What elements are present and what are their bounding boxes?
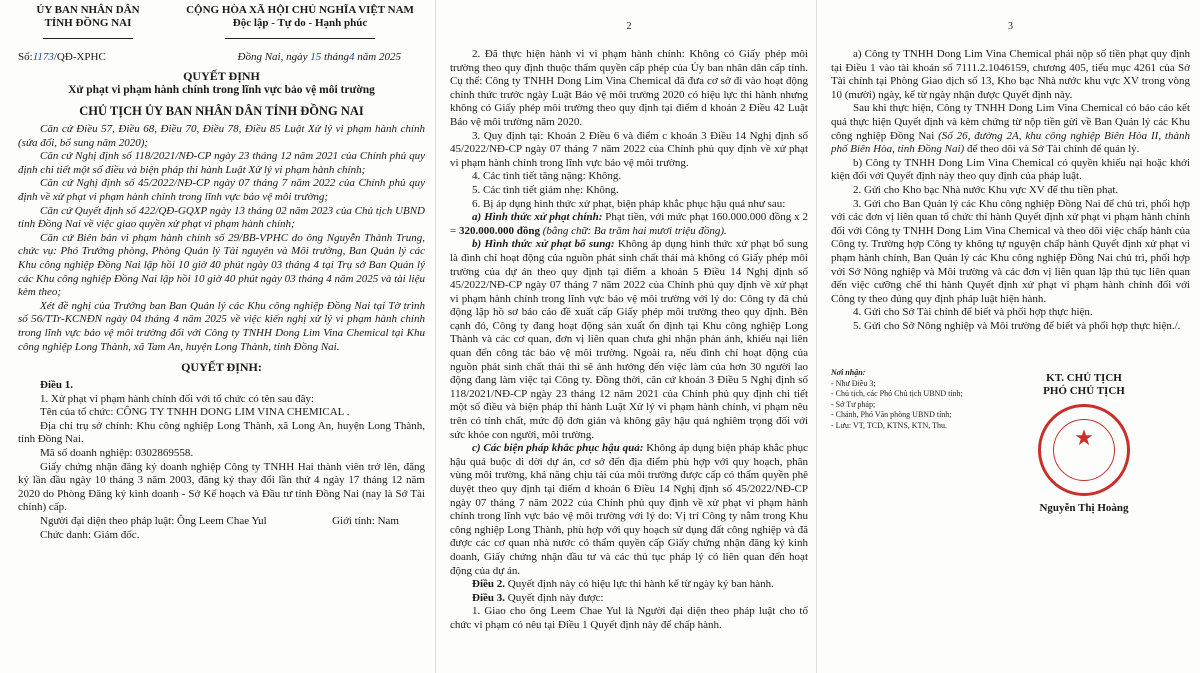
legal-basis: Căn cứ Nghị định số 45/2022/NĐ-CP ngày 07 tháng 7 năm 2022 của Chính phủ quy định về xử phạt vi phạm hành chính trong lĩnh vực bảo vệ môi trường; xyxy=(18,177,425,203)
date-day: 15 xyxy=(310,51,322,63)
recipients xyxy=(831,368,991,431)
number-suffix: /QĐ-XPHC xyxy=(53,51,106,63)
additional-penalty-label: b) Hình thức xử phạt bổ sung: xyxy=(472,238,615,251)
date-year: năm 2025 xyxy=(357,51,401,63)
seal-star-icon: ★ xyxy=(1074,425,1094,450)
article-1-line: 1. Xử phạt vi phạm hành chính đối với tổ chức có tên sau đây: xyxy=(40,392,315,405)
remedial-measures-label: c) Các biện pháp khắc phục hậu quả: xyxy=(472,442,644,455)
main-penalty-text: Phạt tiền, với mức phạt 160.000.000 đồng x 2 = xyxy=(450,211,808,237)
issue-date xyxy=(238,51,426,63)
org-name: Tên của tổ chức: CÔNG TY TNHH DONG LIM VINA CHEMICAL . xyxy=(40,406,350,419)
official-seal-icon xyxy=(1038,404,1130,496)
agency-line-1: ỦY BAN NHÂN DÂN xyxy=(36,4,140,16)
remedial-measures-text: Không áp dụng biện pháp khắc phục hậu quả buộc di dời dự án, cơ sở đến địa điểm phù hợp với quy hoạch, phân vùng môi trường, khả năng chịu tải của môi trường được cấp có thẩm quyền phê duyệt theo quy định tại điểm d khoản 6 Điều 14 Nghị định số 45/2022/NĐ-CP ngày 07 tháng 7 năm 2022 của Chính phủ quy định về xử phạt vi phạm hành chính trong lĩnh vực bảo vệ môi trường với lý do: Vị trí Công ty nằm trong Khu công nghiệp Long Thành, phù hợp với quy hoạch sử dụng đất công nghiệp và đã được các cơ quan nhà nước có thẩm quyền cấp Giấy chứng nhận đăng ký kinh doanh, Giấy chứng nhận đầu tư và các thủ tục pháp lý có liên quan đến hoạt động của dự án. xyxy=(450,442,809,577)
recipient: - Chánh, Phó Văn phòng UBND tỉnh; xyxy=(831,410,952,419)
article-3 xyxy=(450,592,808,606)
page-number: 3 xyxy=(1008,21,1013,32)
fine-amount: 320.000.000 đồng xyxy=(458,224,540,237)
legal-basis: Xét đề nghị của Trưởng ban Ban Quản lý các Khu công nghiệp Đồng Nai tại Tờ trình số 56/TTr-KCNĐN ngày 04 tháng 4 năm 2025 về việc kiến nghị xử lý vi phạm hành chính trong lĩnh vực bảo vệ môi trường đối với Công ty TNHH Dong Lim Vina Chemical tại Khu công nghiệp Long Thành, xã Tam An, huyện Long Thành, tỉnh Đồng Nai. xyxy=(18,299,425,353)
legal-provision: 3. Quy định tại: Khoản 2 Điều 6 và điểm c khoản 3 Điều 14 Nghị định số 45/2022/NĐ-CP ngày 07 tháng 7 năm 2022 của Chính phủ quy định về xử phạt vi phạm hành chính trong lĩnh vực bảo vệ môi trường. xyxy=(450,129,808,169)
number-handwritten: 1173 xyxy=(32,51,54,63)
legal-basis: Căn cứ Nghị định số 118/2021/NĐ-CP ngày 23 tháng 12 năm 2021 của Chính phủ quy định chi tiết một số điều và biện pháp thi hành Luật Xử lý vi phạm hành chính; xyxy=(18,150,425,176)
article-2 xyxy=(450,578,808,592)
article-2-label: Điều 2. xyxy=(472,578,505,591)
motto: Độc lập - Tự do - Hạnh phúc xyxy=(232,17,368,29)
legal-basis: Căn cứ Biên bản vi phạm hành chính số 29/BB-VPHC do ông Nguyễn Thành Trung, chức vụ: Phó Trưởng phòng, Phòng Quản lý Tài nguyên và Môi trường, Ban Quản lý các Khu công nghiệp Đồng Nai lập hồi 10 giờ 40 phút ngày 03 tháng 4 tại Trụ sở Ban Quản lý các Khu công nghiệp Đồng Nai lập hồi 10 giờ 40 phút ngày 03 tháng 4 năm 2025 và tài liệu kèm theo; xyxy=(18,231,425,299)
issuing-agency xyxy=(18,4,158,43)
decision-heading: QUYẾT ĐỊNH: xyxy=(181,360,262,375)
penalty-intro: 6. Bị áp dụng hình thức xử phạt, biện pháp khắc phục hậu quả như sau: xyxy=(472,197,786,210)
report-tail: để theo dõi và Sở Tài chính để quản lý. xyxy=(966,143,1140,156)
date-month: 4 xyxy=(349,51,355,63)
report-instruction xyxy=(831,102,1190,156)
date-prefix: Đồng Nai, ngày xyxy=(237,51,308,63)
article-3-item-5: 5. Gửi cho Sở Nông nghiệp và Môi trường để biết và phối hợp thực hiện./. xyxy=(853,319,1181,332)
additional-penalty-text: Không áp dụng hình thức xử phạt bổ sung là đình chỉ hoạt động của nguồn phát sinh chất thải mà không có Giấy phép môi trường của dự án theo quy định tại điểm a khoản 5 Điều 14 Nghị định số 45/2022/NĐ-CP ngày 07 tháng 7 năm 2022 của Chính phủ quy định về xử phạt vi phạm hành chính trong lĩnh vực bảo vệ môi trường với lý do: Công ty đã chủ động lập hồ sơ báo cáo đề xuất cấp Giấy phép môi trường theo quy định. Bên cạnh đó, Công ty đang hoạt động sản xuất ổn định tại Khu công nghiệp Long Thành và các cơ quan, đơn vị liên quan chưa ghi nhận phản ánh, khiếu nại liên quan đến công tác bảo vệ môi trường. Ngoài ra, nếu đình chỉ hoạt động của nguồn phát sinh chất thải thì sẽ ảnh hưởng đến việc làm của hơn 30 người lao động đang làm việc tại Công ty. Đồng thời, căn cứ khoản 3 Điều 5 Nghị định số 118/2021/NĐ-CP ngày 23 tháng 12 năm 2021 của Chính phủ quy định chi tiết một số điều và biện pháp thi hành Luật Xử lý vi phạm hành chính, vi phạm nêu trên có tính chất, mức độ đơn giản và không gây hậu quả nghiêm trọng đối với sức khỏe con người, môi trường. xyxy=(450,238,808,441)
payment-instruction: a) Công ty TNHH Dong Lim Vina Chemical phải nộp số tiền phạt quy định tại Điều 1 vào tài khoản số 7111.2.1046159, chương 405, tiểu mục 4261 của Sở Tài chính tại Phòng Giao dịch số 13, Kho bạc Nhà nước khu vực XV trong vòng 10 (mười) ngày, kể từ ngày nhận được Quyết định này. xyxy=(831,48,1190,101)
violation-description: 2. Đã thực hiện hành vi vi phạm hành chính: Không có Giấy phép môi trường theo quy định thuộc thẩm quyền cấp phép của Ủy ban nhân dân cấp tỉnh. Cụ thể: Công ty TNHH Dong Lim Vina Chemical đã đưa cơ sở đi vào hoạt động chính thức trước ngày Luật Bảo vệ môi trường 2020 có hiệu lực thi hành nhưng không có Giấy phép môi trường theo quy định tại điểm d khoản 2 Điều 42 Luật Bảo vệ môi trường năm 2020. xyxy=(450,48,808,128)
business-registration: Giấy chứng nhận đăng ký doanh nghiệp Công ty TNHH Hai thành viên trở lên, đăng ký lần đầu ngày 10 tháng 3 năm 2003, đăng ký thay đổi lần thứ 4 ngày 17 tháng 12 năm 2020 do Phòng Đăng ký kinh doanh - Sở Kế hoạch và Đầu tư tỉnh Đồng Nai (nay là Sở Tài chính) cấp. xyxy=(18,460,425,514)
date-month-label: tháng xyxy=(323,51,350,63)
article-3-label: Điều 3. xyxy=(472,591,505,604)
article-3-item-2: 2. Gửi cho Kho bạc Nhà nước Khu vực XV để thu tiền phạt. xyxy=(853,183,1119,196)
document-number xyxy=(18,51,106,63)
article-2-text: Quyết định này có hiệu lực thi hành kể từ ngày ký ban hành. xyxy=(507,578,774,591)
recipient: - Sở Tư pháp; xyxy=(831,399,876,409)
authority-heading: CHỦ TỊCH ỦY BAN NHÂN DÂN TỈNH ĐỒNG NAI xyxy=(79,104,364,118)
number-date-row xyxy=(18,51,425,63)
sign-kt: KT. CHỦ TỊCH xyxy=(1046,372,1122,384)
recipient: - Chủ tịch, các Phó Chủ tịch UBND tỉnh; xyxy=(831,389,963,398)
page-3 xyxy=(817,0,1200,673)
page-number: 2 xyxy=(626,21,632,32)
fine-in-words: (bằng chữ: Ba trăm hai mươi triệu đồng). xyxy=(542,224,727,237)
national-heading xyxy=(175,4,425,43)
org-address: Địa chỉ trụ sở chính: Khu công nghiệp Long Thành, xã Long An, huyện Long Thành, tỉnh Đồng Nai. xyxy=(18,419,425,446)
article-3-text: Quyết định này được: xyxy=(507,591,604,604)
business-code: Mã số doanh nghiệp: 0302869558. xyxy=(40,447,194,460)
page-2 xyxy=(436,0,817,673)
recipients-title: Nơi nhận: xyxy=(831,368,866,377)
appeal-right: b) Công ty TNHH Dong Lim Vina Chemical có quyền khiếu nại hoặc khởi kiện đối với Quyết định này theo quy định của pháp luật. xyxy=(831,156,1190,183)
position: Chức danh: Giám đốc. xyxy=(40,528,140,541)
main-penalty-label: a) Hình thức xử phạt chính: xyxy=(472,211,603,224)
signer-name: Nguyễn Thị Hoàng xyxy=(1039,502,1129,514)
doc-title: QUYẾT ĐỊNH xyxy=(183,69,260,83)
representative-row xyxy=(18,515,425,529)
sign-title: PHÓ CHỦ TỊCH xyxy=(1043,385,1125,397)
page-1 xyxy=(0,0,436,673)
legal-basis: Căn cứ Quyết định số 422/QĐ-GQXP ngày 13 tháng 02 năm 2023 của Chủ tịch UBND tỉnh Đồng Nai về việc giao quyền xử phạt vi phạm hành chính; xyxy=(18,204,425,231)
article-3-item-3: 3. Gửi cho Ban Quản lý các Khu công nghiệp Đồng Nai để chủ trì, phối hợp với các đơn vị liên quan tổ chức thi hành Quyết định xử phạt vi phạm hành chính đối với Công ty TNHH Dong Lim Vina Chemical và theo dõi việc chấp hành của Công ty. Trường hợp Công ty không tự nguyện chấp hành Quyết định xử phạt vi phạm hành chính, Ban Quản lý các Khu công nghiệp Đồng Nai chủ trì, phối hợp với Sở Nông nghiệp và Môi trường và các đơn vị liên quan lập thủ tục liên quan đến việc cưỡng chế thi hành Quyết định xử phạt vi phạm hành chính đối với Công ty theo đúng quy định pháp luật hiện hành. xyxy=(831,197,1190,305)
aggravating-circumstances: 4. Các tình tiết tăng nặng: Không. xyxy=(472,170,622,183)
gender: Giới tính: Nam xyxy=(332,515,399,528)
article-3-item-4: 4. Gửi cho Sở Tài chính để biết và phối hợp thực hiện. xyxy=(853,306,1093,319)
additional-penalty xyxy=(450,238,808,442)
header xyxy=(18,4,425,43)
remedial-measures xyxy=(450,442,808,578)
recipient: - Như Điều 3; xyxy=(831,378,876,388)
article-3-item-1: 1. Giao cho ông Leem Chae Yul là Người đại diện theo pháp luật cho tổ chức vi phạm có nêu tại Điều 1 Quyết định này để chấp hành. xyxy=(450,605,808,631)
article-1-heading: Điều 1. xyxy=(40,379,73,392)
report-address: (Số 26, đường 2A, khu công nghiệp Biên Hòa II, thành phố Biên Hòa, tỉnh Đồng Nai) xyxy=(831,129,1190,156)
doc-subtitle: Xử phạt vi phạm hành chính trong lĩnh vực bảo vệ môi trường xyxy=(68,84,375,96)
number-prefix: Số: xyxy=(18,51,33,63)
legal-basis: Căn cứ Điều 57, Điều 68, Điều 70, Điều 78, Điều 85 Luật Xử lý vi phạm hành chính (sửa đổi, bổ sung năm 2020); xyxy=(18,123,425,149)
recipient: - Lưu: VT, TCD, KTNS, KTN, Thu. xyxy=(831,420,947,430)
report-text: Sau khi thực hiện, Công ty TNHH Dong Lim Vina Chemical có báo cáo kết quả thực hiện Quyết định và kèm chứng từ nộp tiền gửi về Ban Quản lý các Khu công nghiệp Đồng Nai xyxy=(831,102,1190,142)
representative: Người đại diện theo pháp luật: Ông Leem Chae Yul xyxy=(40,515,267,528)
nation-title: CỘNG HÒA XÃ HỘI CHỦ NGHĨA VIỆT NAM xyxy=(186,4,414,16)
main-penalty xyxy=(450,211,808,238)
agency-line-2: TỈNH ĐỒNG NAI xyxy=(44,17,132,29)
mitigating-circumstances: 5. Các tình tiết giảm nhẹ: Không. xyxy=(472,183,619,196)
motto-underline xyxy=(225,38,375,39)
agency-underline xyxy=(43,38,133,39)
signature-block xyxy=(984,372,1184,514)
recipients-box xyxy=(831,368,991,431)
